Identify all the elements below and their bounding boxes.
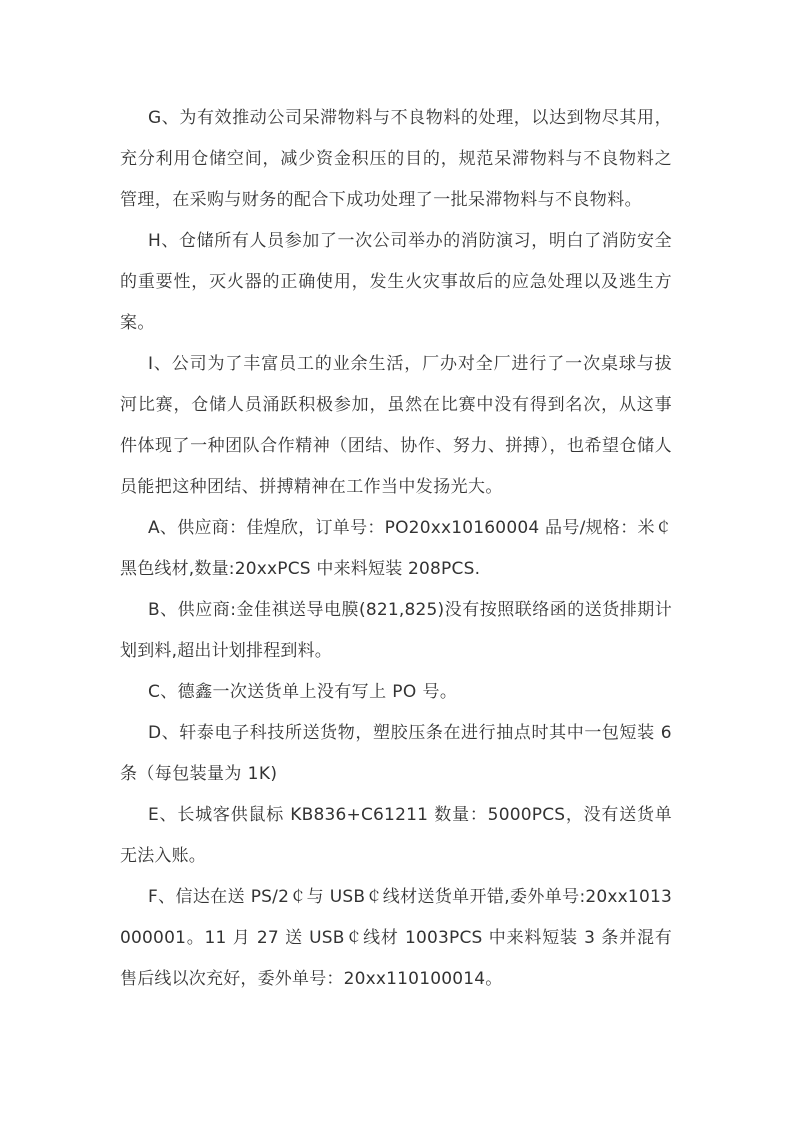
paragraph-i-team-competition: I、公司为了丰富员工的业余生活，厂办对全厂进行了一次桌球与拔河比赛，仓储人员涌跃积极参加，虽然在比赛中没有得到名次，从这事件体现了一种团队合作精神（团结、协作、努力、拼搏），也希望仓储人员能把这种团结、拼搏精神在工作当中发扬光大。 (120, 354, 672, 497)
document-body (120, 98, 672, 1000)
paragraph-a-supplier-shortage: A、供应商：佳煌欣，订单号：PO20xx10160004 品号/规格：米￠黑色线材,数量:20xxPCS 中来料短装 208PCS. (120, 518, 672, 579)
paragraph-f-cable-delivery: F、信达在送 PS/2￠与 USB￠线材送货单开错,委外单号:20xx1013000001。11 月 27 送 USB￠线材 1003PCS 中来料短装 3 条并混有售后线以次充好，委外单号：20xx110100014。 (120, 887, 672, 989)
paragraph-h-fire-drill: H、仓储所有人员参加了一次公司举办的消防演习，明白了消防安全的重要性，灭火器的正确使用，发生火灾事故后的应急处理以及逃生方案。 (120, 231, 672, 333)
paragraph-b-conductive-film: B、供应商:金佳祺送导电膜(821,825)没有按照联络函的送货排期计划到料,超出计划排程到料。 (120, 600, 672, 661)
paragraph-e-mouse-delivery: E、长城客供鼠标 KB836+C61211 数量：5000PCS，没有送货单无法入账。 (120, 805, 672, 866)
paragraph-g-idle-material: G、为有效推动公司呆滞物料与不良物料的处理，以达到物尽其用，充分利用仓储空间，减少资金积压的目的，规范呆滞物料与不良物料之管理，在采购与财务的配合下成功处理了一批呆滞物料与不良物料。 (120, 108, 672, 210)
paragraph-c-missing-po: C、德鑫一次送货单上没有写上 PO 号。 (148, 682, 458, 702)
paragraph-d-plastic-strip: D、轩泰电子科技所送货物，塑胶压条在进行抽点时其中一包短装 6 条（每包装量为 1K) (120, 723, 672, 784)
